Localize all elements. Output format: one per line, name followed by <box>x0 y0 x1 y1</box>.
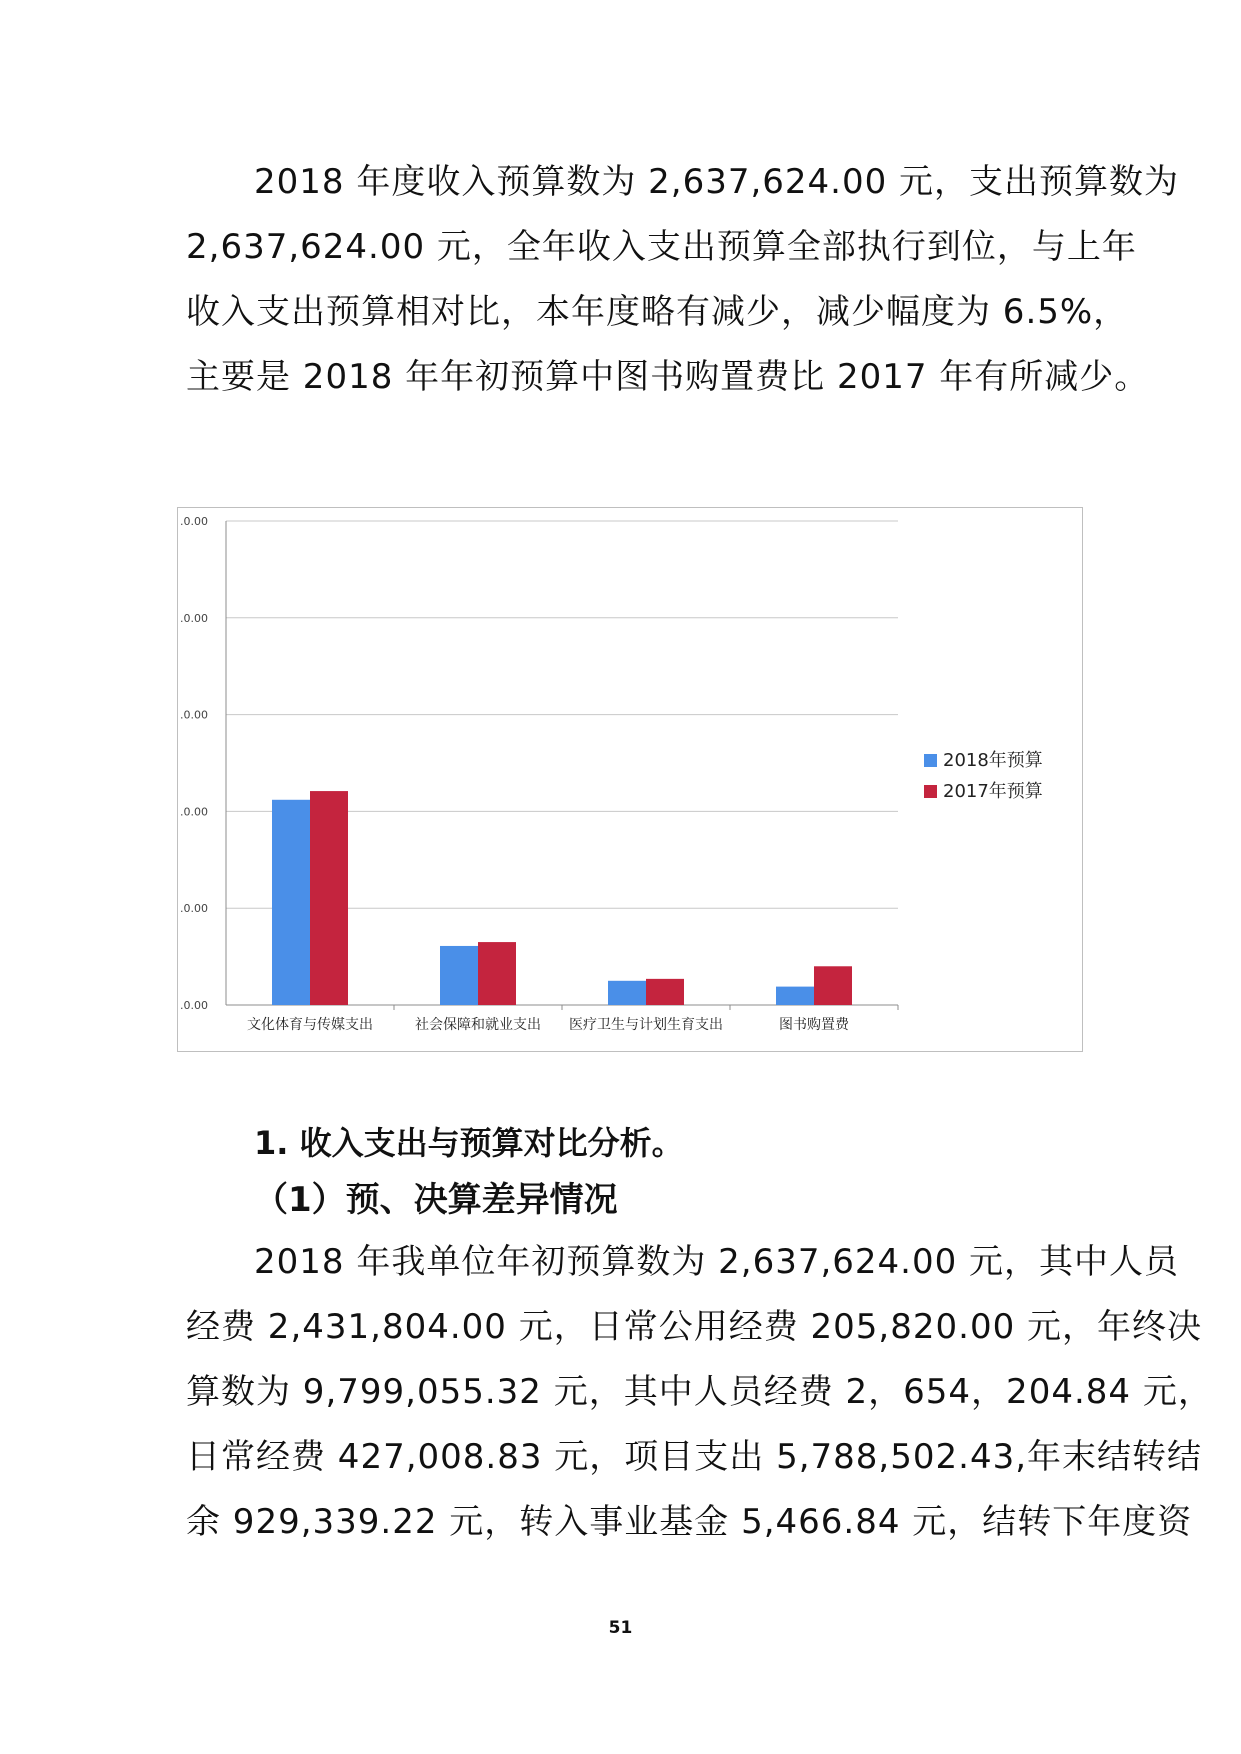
legend-swatch <box>924 785 937 798</box>
legend-label: 2018年预算 <box>943 750 1043 771</box>
body-line: 余 929,339.22 元，转入事业基金 5,466.84 元，结转下年度资 <box>186 1502 1193 1542</box>
y-tick-label: .0.00 <box>180 611 208 625</box>
body-line: 算数为 9,799,055.32 元，其中人员经费 2，654，204.84 元， <box>186 1372 1213 1412</box>
category-label: 文化体育与传媒支出 <box>247 1017 373 1033</box>
bar-2018 <box>776 987 814 1005</box>
section-subheading: （1）预、决算差异情况 <box>254 1180 618 1220</box>
category-label: 社会保障和就业支出 <box>415 1017 541 1033</box>
intro-paragraph <box>186 150 1180 410</box>
y-tick-label: .0.00 <box>180 805 208 819</box>
intro-line: 收入支出预算相对比，本年度略有减少，减少幅度为 6.5%， <box>186 292 1129 332</box>
category-label: 医疗卫生与计划生育支出 <box>569 1017 723 1033</box>
budget-bar-chart <box>177 507 1083 1052</box>
intro-line: 2,637,624.00 元，全年收入支出预算全部执行到位，与上年 <box>186 227 1137 267</box>
bar-2017 <box>814 966 852 1005</box>
legend-label: 2017年预算 <box>943 781 1043 802</box>
page-number: 51 <box>608 1618 633 1638</box>
legend-swatch <box>924 754 937 767</box>
body-line: 2018 年我单位年初预算数为 2,637,624.00 元，其中人员 <box>254 1242 1180 1282</box>
section-heading: 1. 收入支出与预算对比分析。 <box>254 1124 684 1162</box>
body-line: 日常经费 427,008.83 元，项目支出 5,788,502.43,年末结转结 <box>186 1437 1203 1477</box>
bar-2017 <box>478 942 516 1005</box>
bar-2018 <box>608 981 646 1005</box>
bar-2017 <box>310 791 348 1005</box>
chart-canvas <box>178 508 1082 1051</box>
bar-2018 <box>272 800 310 1005</box>
y-tick-label: .0.00 <box>180 515 208 528</box>
intro-line: 主要是 2018 年年初预算中图书购置费比 2017 年有所减少。 <box>186 357 1150 397</box>
body-line: 经费 2,431,804.00 元，日常公用经费 205,820.00 元，年终决 <box>186 1307 1203 1347</box>
y-tick-label: .0.00 <box>180 999 208 1012</box>
bar-2017 <box>646 979 684 1005</box>
y-tick-label: .0.00 <box>180 902 208 916</box>
bar-2018 <box>440 946 478 1005</box>
y-tick-label: .0.00 <box>180 708 208 722</box>
intro-line: 2018 年度收入预算数为 2,637,624.00 元，支出预算数为 <box>254 162 1180 202</box>
body-paragraph <box>186 1230 1213 1555</box>
category-label: 图书购置费 <box>779 1017 849 1033</box>
